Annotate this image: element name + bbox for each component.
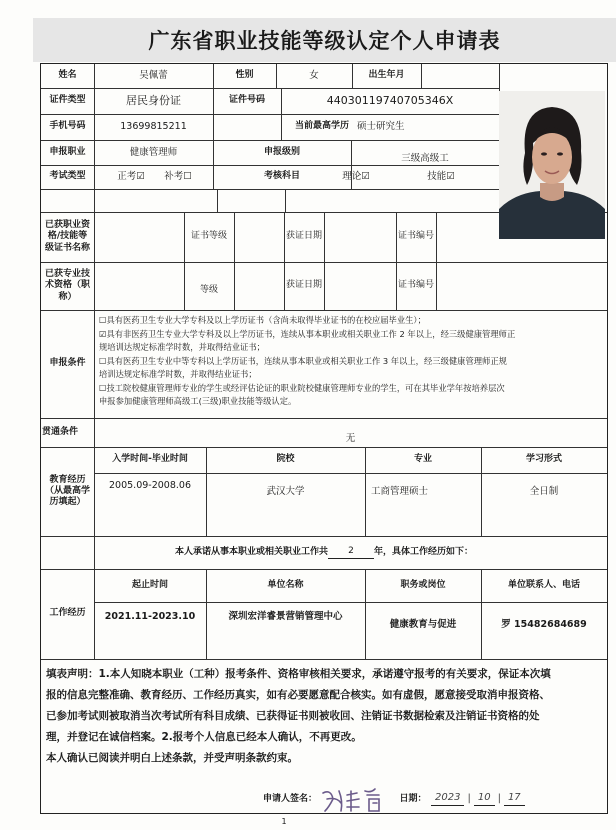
declaration-line: 报的信息完整准确、教育经历、工作经历真实，如有必要愿意配合核实。如有虚假，愿意接受取消申报资格、 bbox=[46, 689, 550, 701]
exam-regular: 正考☑ bbox=[117, 171, 145, 183]
work-contact: 罗 15482684689 bbox=[501, 619, 587, 631]
qual-title-label: 已获专业技术资格（职称） bbox=[44, 269, 90, 302]
education-label: 教育经历（从最高学历填起） bbox=[44, 474, 90, 508]
subject-label: 考核科目 bbox=[263, 171, 300, 182]
declaration-line: 本人确认已阅读并明白上述条款，并受声明条款约束。 bbox=[46, 752, 298, 764]
job-label: 申报职业 bbox=[49, 146, 86, 157]
edu-header-school: 院校 bbox=[276, 454, 295, 465]
obtain-date-label-1: 获证日期 bbox=[285, 231, 322, 242]
signature-label: 申请人签名： bbox=[262, 794, 317, 805]
name-value: 吴佩蕾 bbox=[139, 70, 168, 82]
edu-school: 武汉大学 bbox=[266, 486, 305, 498]
applicant-photo bbox=[499, 91, 605, 239]
birth-value bbox=[421, 64, 499, 88]
conditions-label: 申报条件 bbox=[49, 358, 86, 369]
work-label: 工作经历 bbox=[49, 608, 86, 619]
condition-item: 规培训达规定标准学时数，并取得结业证书； bbox=[99, 342, 265, 352]
work-header-period: 起止时间 bbox=[131, 579, 168, 590]
edu-header-form: 学习形式 bbox=[525, 454, 562, 465]
condition-item: ☐具有医药卫生专业中等专科以上学历证书，连续从事本职业或相关职业工作 3 年以上，经三级健康管理师正规 bbox=[99, 355, 507, 366]
edu-period: 2005.09-2008.06 bbox=[109, 480, 191, 492]
gender-label: 性别 bbox=[235, 70, 254, 81]
skill-check: 技能☑ bbox=[427, 171, 455, 183]
theory-check: 理论☑ bbox=[342, 171, 370, 183]
declaration-line: 理，并登记在诚信档案。2.报考个人信息已经本人确认，不再更改。 bbox=[46, 731, 362, 743]
qual-cert-label: 已获职业资格/技能等级证书名称 bbox=[44, 220, 90, 253]
work-header-unit: 单位名称 bbox=[267, 579, 304, 590]
condition-item: ☐具有医药卫生专业大学专科及以上学历证书（含尚未取得毕业证书的在校应届毕业生）； bbox=[99, 315, 426, 325]
work-position: 健康教育与促进 bbox=[389, 619, 457, 631]
title-bar bbox=[33, 18, 616, 62]
date-label: 日期： bbox=[399, 794, 427, 805]
condition-item: ☑具有非医药卫生专业大学专科及以上学历证书，连续从事本职业或相关职业工作 2 年以上，经三级健康管理师正 bbox=[99, 328, 516, 339]
level-label: 申报级别 bbox=[263, 146, 300, 157]
phone-value: 13699815211 bbox=[120, 121, 187, 133]
cert-no-label-1: 证书编号 bbox=[397, 231, 434, 242]
work-header-contact: 单位联系人、电话 bbox=[507, 579, 580, 590]
work-header-position: 职务或岗位 bbox=[400, 579, 446, 590]
phone-label: 手机号码 bbox=[49, 121, 86, 132]
work-period: 2021.11-2023.10 bbox=[104, 611, 196, 623]
id-no-value: 44030119740705346X bbox=[326, 94, 454, 108]
conditions-list bbox=[99, 314, 605, 409]
edu-header-major: 专业 bbox=[413, 454, 432, 465]
work-years: 2 bbox=[328, 546, 374, 558]
declaration-line: 已参加考试则被取消当次考试所有科目成绩、已获得证书则被收回、注销证书数据检索及注销证书资格的处 bbox=[46, 710, 540, 722]
id-type-label: 证件类型 bbox=[49, 95, 86, 106]
declaration bbox=[46, 664, 602, 769]
signature-date: 2023 | 10 | 17 bbox=[431, 788, 531, 810]
work-unit: 深圳宏洋睿景营销管理中心 bbox=[228, 611, 343, 623]
edu-major: 工商管理硕士 bbox=[371, 486, 429, 498]
edu-header-period: 入学时间-毕业时间 bbox=[112, 454, 188, 465]
cert-no-label-2: 证书编号 bbox=[397, 280, 434, 291]
condition-item: 申报参加健康管理师高级工(三级)职业技能等级认定。 bbox=[99, 396, 297, 406]
edu-label: 当前最高学历 bbox=[294, 121, 349, 132]
birth-label: 出生年月 bbox=[368, 70, 405, 81]
level-value: 三级高级工 bbox=[401, 152, 449, 164]
page-number: 1 bbox=[281, 817, 287, 826]
through-label: 贯通条件 bbox=[42, 426, 79, 437]
id-type-value: 居民身份证 bbox=[126, 94, 181, 108]
condition-item: 培训达规定标准学时数，并取得结业证书； bbox=[99, 369, 257, 379]
page-title: 广东省职业技能等级认定个人申请表 bbox=[148, 28, 501, 53]
application-form bbox=[40, 63, 608, 814]
gender-value: 女 bbox=[309, 70, 319, 82]
job-value: 健康管理师 bbox=[129, 146, 178, 158]
condition-item: ☐技工院校健康管理师专业的学生或经评估论证的职业院校健康管理师专业的学生，可在其毕业学年按培养层次 bbox=[99, 382, 505, 393]
edu-value: 硕士研究生 bbox=[357, 121, 405, 133]
declaration-line: 填表声明：1.本人知晓本职业（工种）报考条件、资格审核相关要求，承诺遵守报考的有关要求，保证本次填 bbox=[46, 668, 551, 680]
name-label: 姓名 bbox=[58, 70, 77, 81]
handwritten-signature bbox=[317, 785, 397, 813]
grade-label: 等级 bbox=[199, 285, 218, 296]
through-value: 无 bbox=[345, 432, 356, 444]
edu-form: 全日制 bbox=[529, 486, 559, 498]
exam-type-label: 考试类型 bbox=[49, 171, 86, 182]
cert-level-label: 证书等级 bbox=[190, 231, 227, 242]
id-no-label: 证件号码 bbox=[228, 95, 265, 106]
work-commitment: 本人承诺从事本职业或相关职业工作共 2 年，具体工作经历如下： bbox=[174, 546, 474, 557]
exam-makeup: 补考☐ bbox=[164, 171, 192, 183]
obtain-date-label-2: 获证日期 bbox=[285, 280, 322, 291]
